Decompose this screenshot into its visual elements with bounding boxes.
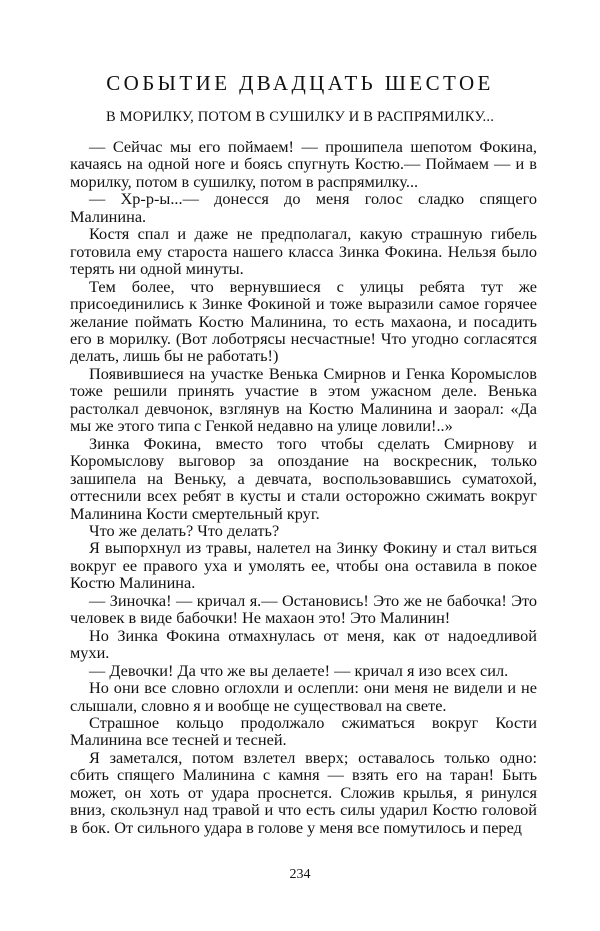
chapter-subtitle: В МОРИЛКУ, ПОТОМ В СУШИЛКУ И В РАСПРЯМИЛКУ... — [105, 109, 495, 125]
paragraph: Я выпорхнул из травы, налетел на Зинку Фокину и стал виться вокруг ее правого уха и умолять ее, чтобы она оставила в покое Костю Малинина. — [70, 538, 537, 593]
paragraph: Тем более, что вернувшиеся с улицы ребята тут же присоединились к Зинке Фокиной и тоже выразили самое горячее желание поймать Костю Малинина, то есть махаона, и посадить его в морилку. (Вот лоботрясы несчастные! Что угодно согласятся делать, лишь бы не работать!) — [70, 276, 537, 366]
paragraph: — Сейчас мы его поймаем! — прошипела шепотом Фокина, качаясь на одной ноге и боясь спугнуть Костю.— Поймаем — и в морилку, потом в сушилку, потом в распрямилку... — [70, 137, 537, 191]
paragraph: Но они все словно оглохли и ослепли: они меня не видели и не слышали, словно я и вообще не существовал на свете. — [70, 678, 537, 715]
paragraph: Что же делать? Что делать? — [89, 520, 280, 540]
paragraph: — Девочки! Да что же вы делаете! — кричал я изо всех сил. — [89, 660, 509, 680]
page-number: 234 — [289, 867, 311, 882]
paragraph: Появившиеся на участке Венька Смирнов и Генка Коромыслов тоже решили принять участие в этом ужасном деле. Венька растолкал девчонок, взглянув на Костю Малинина и заорал: «Да мы же этого типа с Генкой недавно на улице ловили!..» — [70, 363, 537, 436]
paragraph: — Хр-р-ы...— донесся до меня голос сладко спящего Малинина. — [70, 189, 537, 226]
chapter-title: СОБЫТИЕ ДВАДЦАТЬ ШЕСТОЕ — [106, 71, 494, 95]
paragraph: Но Зинка Фокина отмахнулась от меня, как от надоедливой мухи. — [70, 625, 537, 663]
paragraph: Зинка Фокина, вместо того чтобы сделать Смирнову и Коромыслову выговор за опоздание на воскресник, только зашипела на Веньку, а девчата, воспользовавшись суматохой, оттеснили всех ребят в кусты и стали осторожно сжимать вокруг Малинина Кости смертельный круг. — [70, 433, 537, 523]
paragraph: — Зиночка! — кричал я.— Остановись! Это же не бабочка! Это человек в виде бабочки! Не махаон это! Это Малинин! — [70, 590, 537, 628]
paragraph: Я заметался, потом взлетел вверх; оставалось только одно: сбить спящего Малинина с камня — взять его на таран! Быть может, он хоть от удара проснется. Сложив крылья, я ринулся вниз, скользнул над травой и что есть силы ударил Костю головой в бок. От сильного удара в голове у меня все помутилось и перед — [70, 747, 537, 837]
paragraph: Страшное кольцо продолжало сжиматься вокруг Кости Малинина все тесней и тесней. — [70, 712, 537, 750]
paragraph: Костя спал и даже не предполагал, какую страшную гибель готовила ему староста нашего класса Зинка Фокина. Нельзя было терять ни одной минуты. — [70, 224, 537, 279]
body-text — [70, 138, 537, 836]
